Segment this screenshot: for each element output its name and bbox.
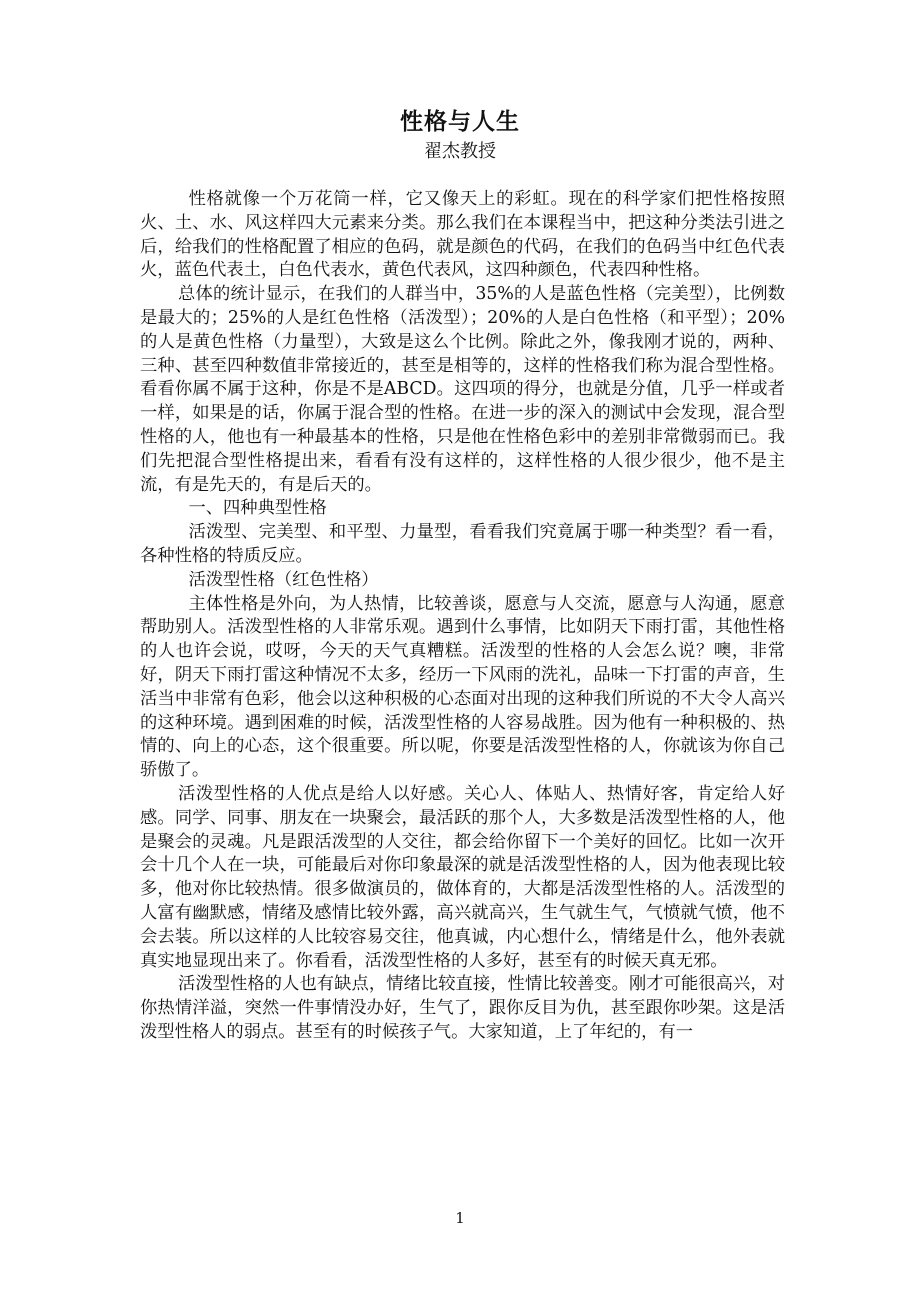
paragraph-intro: 性格就像一个万花筒一样，它又像天上的彩虹。现在的科学家们把性格按照火、土、水、风这样四大元素来分类。那么我们在本课程当中，把这种分类法引进之后，给我们的性格配置了相应的色码，就是颜色的代码，在我们的色码当中红色代表火，蓝色代表土，白色代表水，黄色代表风，这四种颜色，代表四种性格。: [140, 189, 785, 281]
paragraph-strengths: 活泼型性格的人优点是给人以好感。关心人、体贴人、热情好客，肯定给人好感。同学、同事、朋友在一块聚会，最活跃的那个人，大多数是活泼型性格的人，他是聚会的灵魂。凡是跟活泼型的人交往，都会给你留下一个美好的回忆。比如一次开会十几个人在一块，可能最后对你印象最深的就是活泼型性格的人，因为他表现比较多，他对你比较热情。很多做演员的，做体育的，大都是活泼型性格的人。活泼型的人富有幽默感，情绪及感情比较外露，高兴就高兴，生气就生气，气愤就气愤，他不会去装。所以这样的人比较容易交往，他真诚，内心想什么，情绪是什么，他外表就真实地显现出来了。你看看，活泼型性格的人多好，甚至有的时候天真无邪。: [140, 783, 785, 971]
paragraph-weaknesses: 活泼型性格的人也有缺点，情绪比较直接，性情比较善变。刚才可能很高兴，对你热情洋溢，突然一件事情没办好，生气了，跟你反目为仇，甚至跟你吵架。这是活泼型性格人的弱点。甚至有的时候孩子气。大家知道，上了年纪的，有一: [140, 974, 785, 1042]
paragraph-main-trait: 主体性格是外向，为人热情，比较善谈，愿意与人交流，愿意与人沟通，愿意帮助别人。活泼型性格的人非常乐观。遇到什么事情，比如阴天下雨打雷，其他性格的人也许会说，哎呀，今天的天气真糟糕。活泼型的性格的人会怎么说？噢，非常好，阴天下雨打雷这种情况不太多，经历一下风雨的洗礼，品味一下打雷的声音，生活当中非常有色彩，他会以这种积极的心态面对出现的这种我们所说的不大令人高兴的这种环境。遇到困难的时候，活泼型性格的人容易战胜。因为他有一种积极的、热情的、向上的心态，这个很重要。所以呢，你要是活泼型性格的人，你就该为你自己骄傲了。: [140, 593, 785, 781]
document-body: [140, 188, 785, 1045]
page-number: 1: [455, 1209, 465, 1227]
document-title: 性格与人生: [400, 109, 520, 135]
paragraph-statistics: 总体的统计显示，在我们的人群当中，35%的人是蓝色性格（完美型），比例数是最大的；25%的人是红色性格（活泼型）；20%的人是白色性格（和平型）；20%的人是黄色性格（力量型），大致是这么个比例。除此之外，像我刚才说的，两种、三种、甚至四种数值非常接近的，甚至是相等的，这样的性格我们称为混合型性格。看看你属不属于这种，你是不是ABCD。这四项的得分，也就是分值，几乎一样或者一样，如果是的话，你属于混合型的性格。在进一步的深入的测试中会发现，混合型性格的人，他也有一种最基本的性格，只是他在性格色彩中的差别非常微弱而已。我们先把混合型性格提出来，看看有没有这样的，这样性格的人很少很少，他不是主流，有是先天的，有是后天的。: [140, 284, 785, 495]
section-heading: 一、四种典型性格: [188, 498, 327, 519]
author-line: 翟杰教授: [424, 141, 496, 162]
subsection-heading: 活泼型性格（红色性格）: [188, 569, 379, 590]
paragraph-types: 活泼型、完美型、和平型、力量型，看看我们究竟属于哪一种类型？看一看，各种性格的特质反应。: [140, 522, 785, 566]
